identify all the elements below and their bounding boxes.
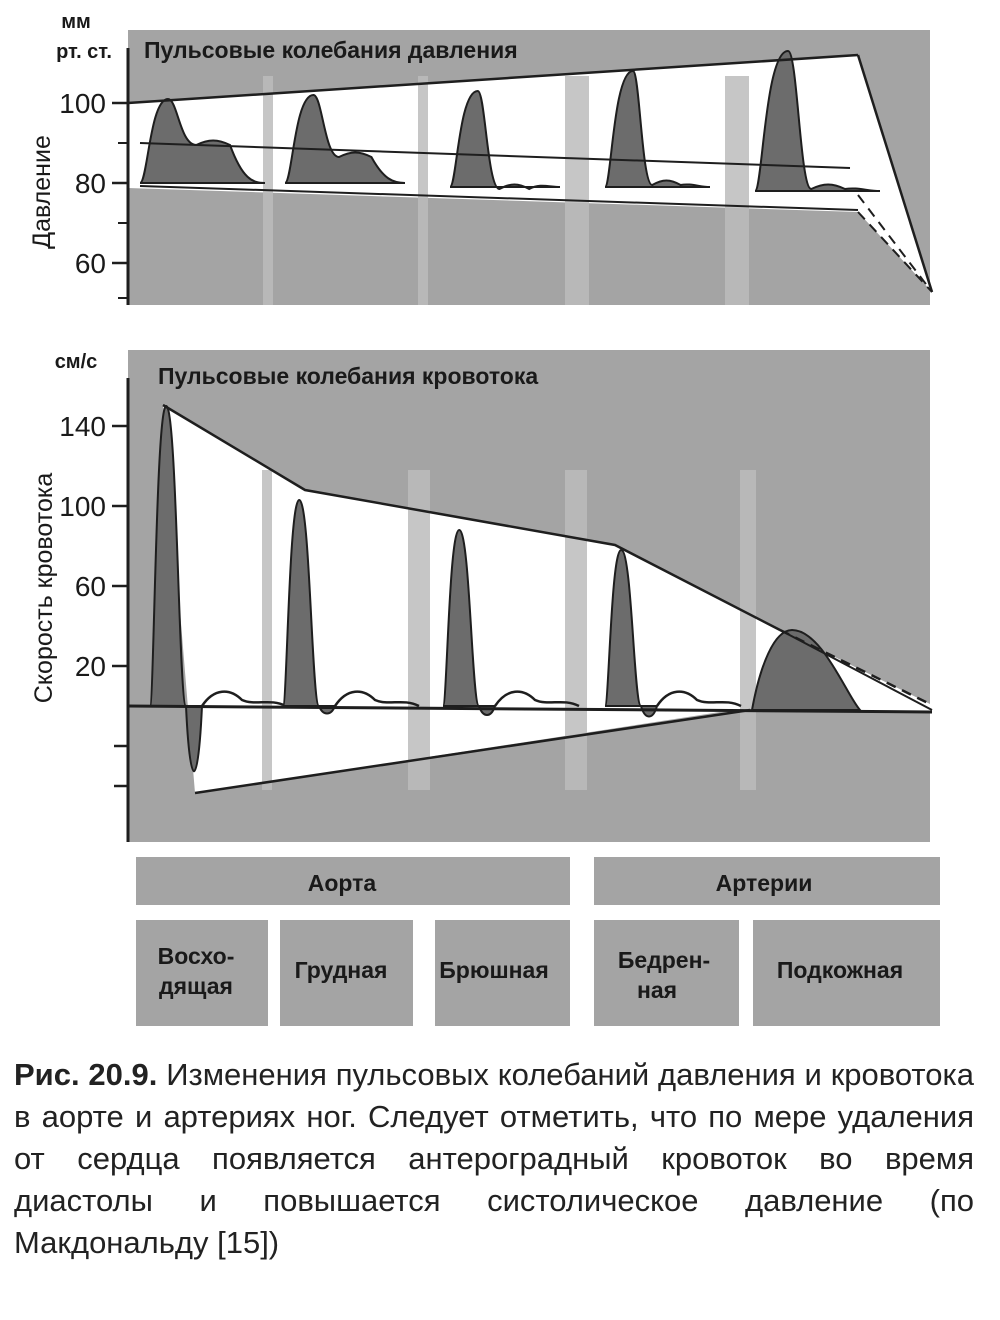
category-box-femoral xyxy=(594,920,739,1026)
category-label-femoral-line2: ная xyxy=(636,977,678,1003)
caption-label: Рис. 20.9. xyxy=(14,1057,158,1092)
category-label-thoracic: Грудная xyxy=(294,957,388,983)
group-label-aorta: Аорта xyxy=(307,870,377,896)
group-label-arteries: Артерии xyxy=(715,870,813,896)
category-label-ascending-line1: Восхо- xyxy=(157,943,235,969)
flow-y-label: Скорость кровотока xyxy=(30,472,58,704)
flow-band-2 xyxy=(408,470,430,790)
category-label-subcutaneous: Подкожная xyxy=(776,957,904,983)
category-label-abdominal: Брюшная xyxy=(439,957,549,983)
flow-title: Пульсовые колебания кровотока xyxy=(158,363,539,389)
pressure-y-label: Давление xyxy=(28,135,56,249)
flow-tick-label-100: 100 xyxy=(59,491,106,522)
category-legend xyxy=(136,857,940,1026)
pressure-unit-rt-st: рт. ст. xyxy=(56,41,112,63)
pressure-band-2 xyxy=(418,76,428,305)
pressure-band-3 xyxy=(565,76,589,305)
flow-band-1 xyxy=(262,470,272,790)
flow-band-3 xyxy=(565,470,587,790)
pressure-tick-label-80: 80 xyxy=(74,168,106,199)
pressure-unit-mm: мм xyxy=(61,11,91,33)
pressure-title: Пульсовые колебания давления xyxy=(144,37,518,63)
pressure-tick-label-60: 60 xyxy=(74,248,106,279)
flow-tick-label-140: 140 xyxy=(59,411,106,442)
category-label-femoral-line1: Бедрен- xyxy=(617,947,711,973)
caption-text: Изменения пульсовых колебаний давления и кровотока в аорте и артериях ног. Следует отметить, что по мере удаления от сердца появляется антероградный кровоток во время диастолы и повышается систолическое давление (по Макдональду [15]) xyxy=(14,1057,974,1260)
category-label-ascending-line2: дящая xyxy=(159,973,233,999)
pressure-tick-label-100: 100 xyxy=(59,88,106,119)
pressure-chart xyxy=(28,11,932,305)
flow-band-4 xyxy=(740,470,756,790)
figure-caption xyxy=(14,1054,974,1264)
pressure-band-4 xyxy=(725,76,749,305)
flow-chart xyxy=(30,350,932,842)
flow-tick-label-60: 60 xyxy=(74,571,106,602)
flow-tick-label-20: 20 xyxy=(74,651,106,682)
flow-unit: см/с xyxy=(54,351,98,373)
